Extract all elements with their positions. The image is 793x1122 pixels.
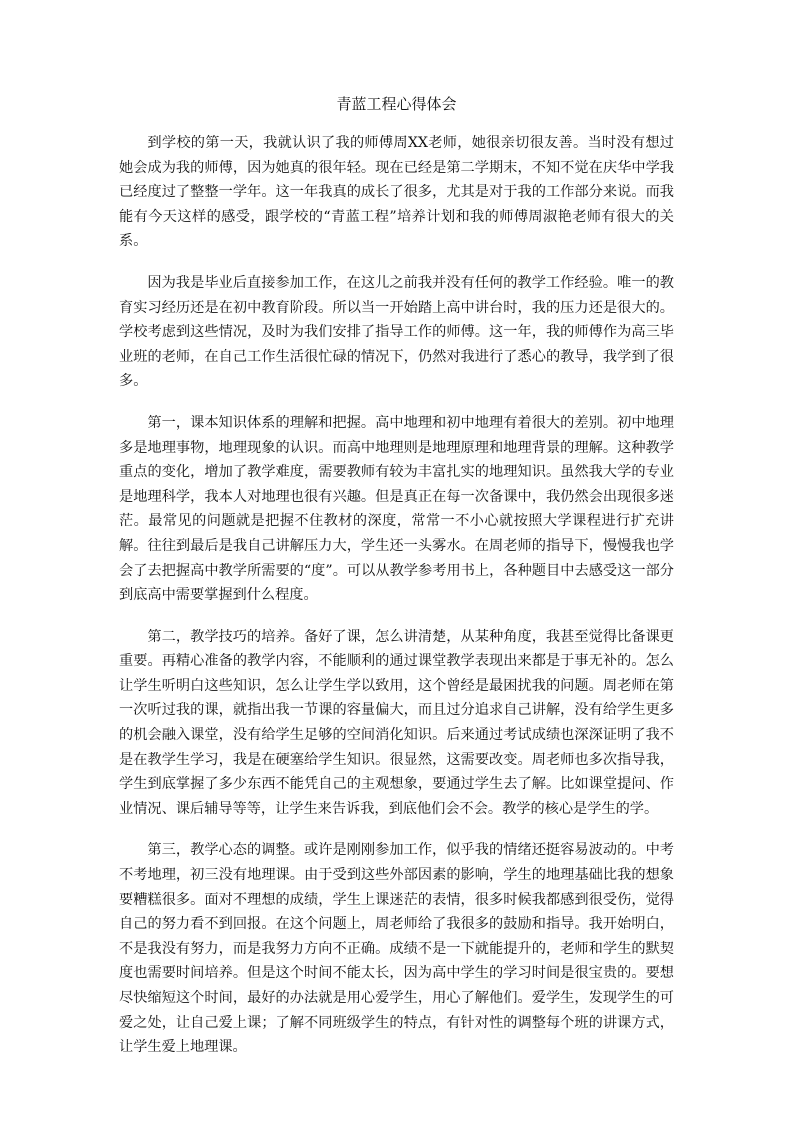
paragraph-5: 第三，教学心态的调整。或许是刚刚参加工作，似乎我的情绪还挺容易波动的。中考不考地理，初三没有地理课。由于受到这些外部因素的影响，学生的地理基础比我的想象要糟糕很多。面对不理想的成绩，学生上课迷茫的表情，很多时候我都感到很受伤，觉得自己的努力看不到回报。在这个问题上，周老师给了我很多的鼓励和指导。我开始明白，不是我没有努力，而是我努力方向不正确。成绩不是一下就能提升的，老师和学生的默契度也需要时间培养。但是这个时间不能太长，因为高中学生的学习时间是很宝贵的。要想尽快缩短这个时间，最好的办法就是用心爱学生，用心了解他们。爱学生，发现学生的可爱之处，让自己爱上课；了解不同班级学生的特点，有针对性的调整每个班的讲课方式，让学生爱上地理课。	[119, 842, 674, 1056]
paragraph-2: 因为我是毕业后直接参加工作，在这儿之前我并没有任何的教学工作经验。唯一的教育实习经历还是在初中教育阶段。所以当一开始踏上高中讲台时，我的压力还是很大的。学校考虑到这些情况，及时为我们安排了指导工作的师傅。这一年，我的师傅作为高三毕业班的老师，在自己工作生活很忙碌的情况下，仍然对我进行了悉心的教导，我学到了很多。	[119, 274, 674, 390]
paragraph-4: 第二，教学技巧的培养。备好了课，怎么讲清楚，从某种角度，我甚至觉得比备课更重要。再精心准备的教学内容，不能顺利的通过课堂教学表现出来都是于事无补的。怎么让学生听明白这些知识，怎么让学生学以致用，这个曾经是最困扰我的问题。周老师在第一次听过我的课，就指出我一节课的容量偏大，而且过分追求自己讲解，没有给学生更多的机会融入课堂，没有给学生足够的空间消化知识。后来通过考试成绩也深深证明了我不是在教学生学习，我是在硬塞给学生知识。很显然，这需要改变。周老师也多次指导我，学生到底掌握了多少东西不能凭自己的主观想象，要通过学生去了解。比如课堂提问、作业情况、课后辅导等等，让学生来告诉我，到底他们会不会。教学的核心是学生的学。	[119, 628, 674, 817]
paragraph-1: 到学校的第一天，我就认识了我的师傅周XX老师，她很亲切很友善。当时没有想过她会成为我的师傅，因为她真的很年轻。现在已经是第二学期末，不知不觉在庆华中学我已经度过了整整一学年。这一年我真的成长了很多，尤其是对于我的工作部分来说。而我能有今天这样的感受，跟学校的“青蓝工程”培养计划和我的师傅周淑艳老师有很大的关系。	[119, 135, 674, 250]
document-body	[119, 131, 674, 1077]
document-title: 青蓝工程心得体会	[336, 95, 457, 113]
paragraph-3: 第一，课本知识体系的理解和把握。高中地理和初中地理有着很大的差别。初中地理多是地理事物，地理现象的认识。而高中地理则是地理原理和地理背景的理解。这种教学重点的变化，增加了教学难度，需要教师有较为丰富扎实的地理知识。虽然我大学的专业是地理科学，我本人对地理也很有兴趣。但是真正在每一次备课中，我仍然会出现很多迷茫。最常见的问题就是把握不住教材的深度，常常一不小心就按照大学课程进行扩充讲解。往往到最后是我自己讲解压力大，学生还一头雾水。在周老师的指导下，慢慢我也学会了去把握高中教学所需要的“度”。可以从教学参考用书上，各种题目中去感受这一部分到底高中需要掌握到什么程度。	[119, 414, 674, 604]
